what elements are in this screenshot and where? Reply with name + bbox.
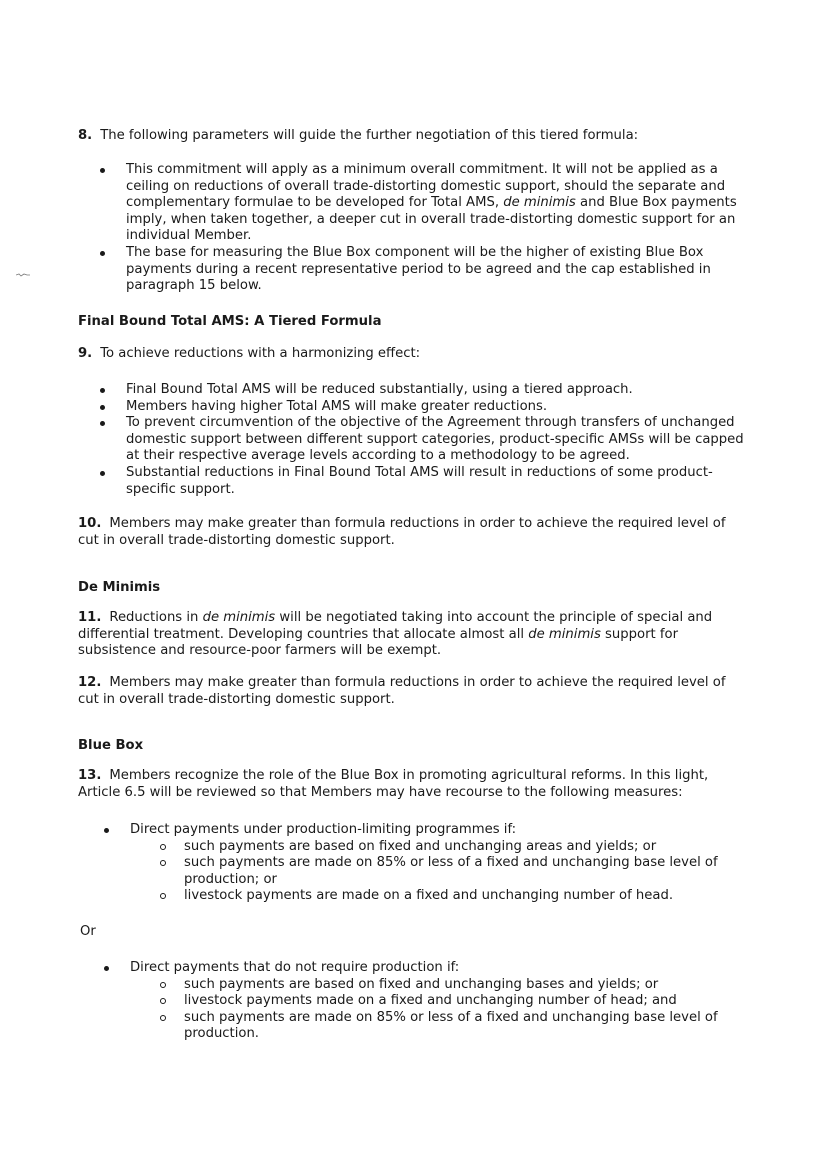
paragraph-13: [78, 768, 746, 801]
bullet-icon: [100, 405, 105, 410]
paragraph-number: 10.: [78, 516, 102, 531]
sub-list-item: livestock payments are made on a fixed and unchanging number of head.: [134, 888, 750, 905]
list-item: Direct payments under production-limiting programmes if: such payments are based on fixed and unchanging areas and yields; or such payments are made on 85% or less of a fixed and unchanging base level of production; or livestock payments are made on a fixed and unchanging number of head.: [82, 822, 750, 905]
paragraph-text: To achieve reductions with a harmonizing effect:: [100, 346, 421, 361]
bullet-icon: [104, 828, 109, 833]
paragraph-9: [78, 346, 746, 363]
paragraph-number: 13.: [78, 768, 102, 783]
paragraph-text: Members may make greater than formula reductions in order to achieve the required level of cut in overall trade-distorting domestic support.: [78, 516, 726, 548]
paragraph-text: The following parameters will guide the further negotiation of this tiered formula:: [100, 128, 639, 143]
list-item: To prevent circumvention of the objective of the Agreement through transfers of unchanged domestic support between different support categories, product-specific AMSs will be capped at their respective average levels according to a methodology to be agreed.: [78, 415, 746, 465]
bullet-icon: [100, 471, 105, 476]
circle-bullet-icon: [160, 860, 166, 866]
bullet-icon: [100, 251, 105, 256]
circle-bullet-icon: [160, 844, 166, 850]
section-heading-total-ams: Final Bound Total AMS: A Tiered Formula: [78, 314, 382, 329]
bullet-icon: [100, 388, 105, 393]
paragraph-8: [78, 128, 746, 145]
list-item: Members having higher Total AMS will make greater reductions.: [78, 399, 746, 416]
circle-bullet-icon: [160, 982, 166, 988]
paragraph-number: 11.: [78, 610, 102, 625]
sub-list-item: such payments are made on 85% or less of a fixed and unchanging base level of production; or: [134, 855, 750, 888]
sub-list-item: such payments are based on fixed and unchanging bases and yields; or: [134, 977, 750, 994]
sub-list-item: such payments are made on 85% or less of a fixed and unchanging base level of production.: [134, 1010, 750, 1043]
sub-list-item: livestock payments made on a fixed and unchanging number of head; and: [134, 993, 750, 1010]
paragraph-11: 11. Reductions in de minimis will be negotiated taking into account the principle of special and differential treatment. Developing countries that allocate almost all de minimis support for subsistence and resource-poor farmers will be exempt.: [78, 610, 713, 659]
paragraph-number: 8.: [78, 128, 93, 143]
section-heading-blue-box: Blue Box: [78, 738, 144, 753]
paragraph-10: [78, 516, 746, 549]
paragraph-number: 12.: [78, 675, 102, 690]
list-item: Direct payments that do not require production if: such payments are based on fixed and unchanging bases and yields; or livestock payments made on a fixed and unchanging number of head; and such payments are made on 85% or less of a fixed and unchanging base level of production.: [82, 960, 750, 1043]
list-item: Final Bound Total AMS will be reduced substantially, using a tiered approach.: [78, 382, 746, 399]
scan-speck: [16, 266, 30, 270]
circle-bullet-icon: [160, 893, 166, 899]
paragraph-text: Members may make greater than formula reductions in order to achieve the required level of cut in overall trade-distorting domestic support.: [78, 675, 726, 707]
circle-bullet-icon: [160, 1015, 166, 1021]
paragraph-8-bullets: [78, 162, 746, 295]
or-separator: Or: [80, 924, 96, 939]
list-item: The base for measuring the Blue Box component will be the higher of existing Blue Box payments during a recent representative period to be agreed and the cap established in paragraph 15 below.: [78, 245, 746, 295]
paragraph-9-bullets: [78, 382, 746, 498]
bullet-icon: [104, 966, 109, 971]
list-item: Substantial reductions in Final Bound Total AMS will result in reductions of some product-specific support.: [78, 465, 746, 498]
bullet-icon: [100, 168, 105, 173]
list-item: This commitment will apply as a minimum overall commitment. It will not be applied as a ceiling on reductions of overall trade-distorting domestic support, should the separate and complementary formulae to be developed for Total AMS, de minimis and Blue Box payments imply, when taken together, a deeper cut in overall trade-distorting domestic support for an individual Member.: [78, 162, 746, 245]
sub-list-item: such payments are based on fixed and unchanging areas and yields; or: [134, 839, 750, 856]
blue-box-option-1: [82, 822, 750, 905]
paragraph-12: [78, 675, 746, 708]
blue-box-option-2: [82, 960, 750, 1043]
section-heading-de-minimis: De Minimis: [78, 580, 161, 595]
circle-bullet-icon: [160, 998, 166, 1004]
paragraph-text: Members recognize the role of the Blue Box in promoting agricultural reforms. In this light, Article 6.5 will be reviewed so that Members may have recourse to the following measures:: [78, 768, 709, 800]
paragraph-number: 9.: [78, 346, 93, 361]
bullet-icon: [100, 421, 105, 426]
